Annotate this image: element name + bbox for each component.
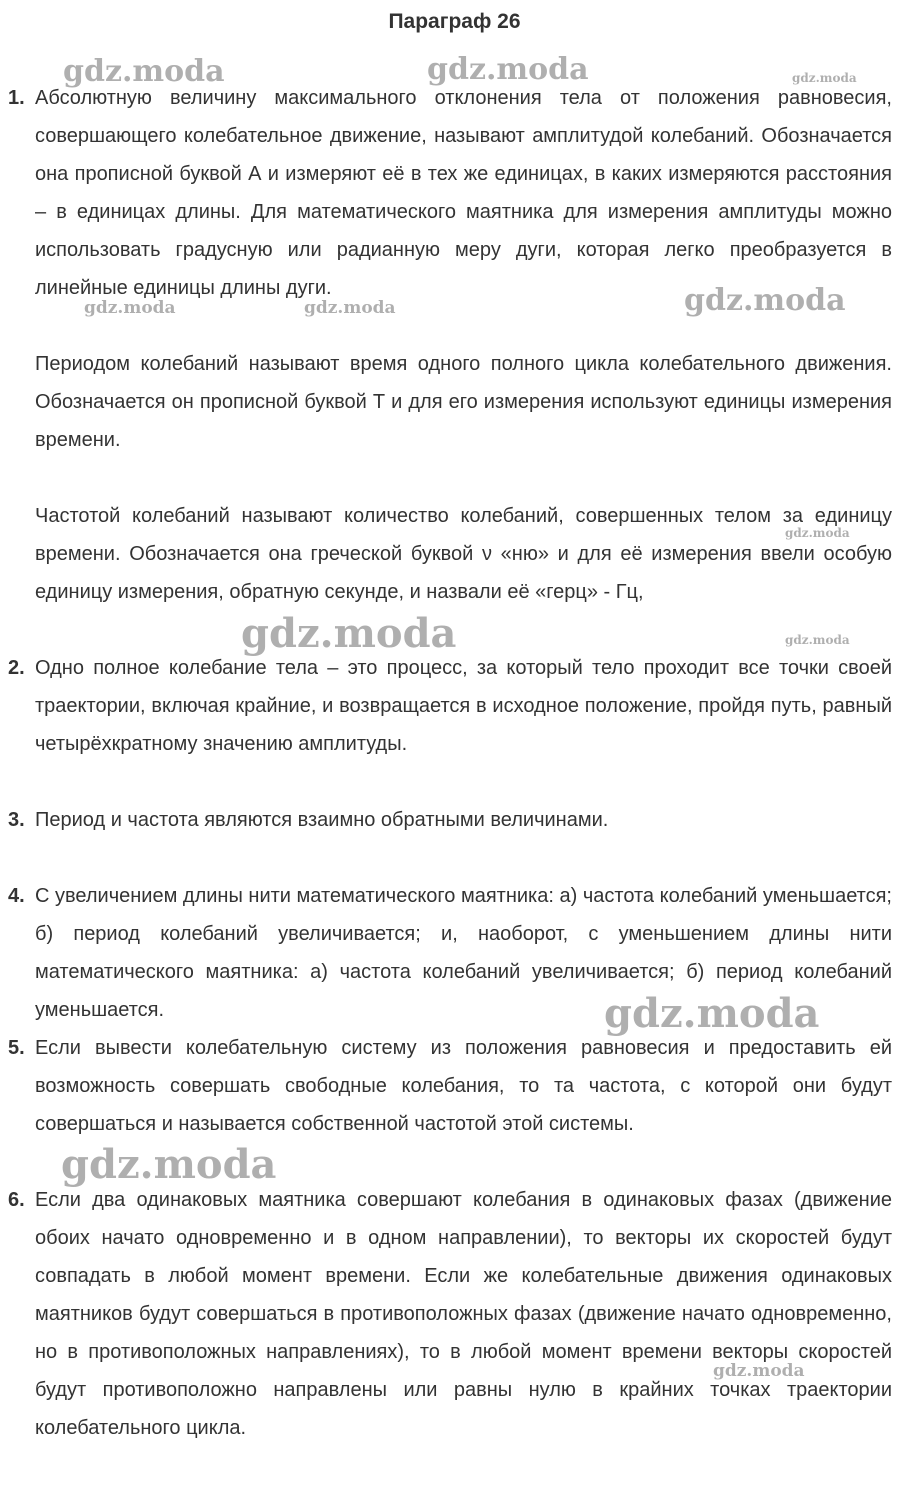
item-paragraph: Если два одинаковых маятника совершают колебания в одинаковых фазах (движение обоих начато одновременно и в одном направлении), то векторы их скоростей будут совпадать в любой момент времени. Если же колебательные движения одинаковых маятников будут совершаться в противоположных фазах (движение начато одновременно, но в противоположных направлениях), то в любой момент времени векторы скоростей будут противоположно направлены или равны нулю в крайних точках траектории колебательного цикла. <box>35 1189 892 1439</box>
item-paragraph: С увеличением длины нити математического маятника: а) частота колебаний уменьшается; б) период колебаний увеличивается; и, наоборот, с уменьшением длины нити математического маятника: а) частота колебаний увеличивается; б) период колебаний уменьшается. <box>35 885 892 1021</box>
item-number: 2. <box>8 657 25 679</box>
item-number: 5. <box>8 1037 25 1059</box>
item-paragraph: Периодом колебаний называют время одного полного цикла колебательного движения. Обозначается он прописной буквой Т и для его измерения используют единицы измерения времени. <box>35 353 892 451</box>
watermark: gdz.moda <box>604 990 820 1037</box>
watermark: gdz.moda <box>684 283 846 318</box>
watermark: gdz.moda <box>785 526 850 540</box>
watermark: gdz.moda <box>713 1361 805 1381</box>
item-number: 3. <box>8 809 25 831</box>
item-number: 1. <box>8 87 25 109</box>
watermark: gdz.moda <box>427 52 589 87</box>
watermark: gdz.moda <box>63 54 225 89</box>
item-paragraph: Абсолютную величину максимального отклонения тела от положения равновесия, совершающего колебательное движение, называют амплитудой колебаний. Обозначается она прописной буквой А и измеряют её в тех же единицах, в каких измеряются расстояния – в единицах длины. Для математического маятника для измерения амплитуды можно использовать градусную или радианную меру дуги, которая легко преобразуется в линейные единицы длины дуги. <box>35 87 892 299</box>
page-title: Параграф 26 <box>388 10 521 33</box>
watermark: gdz.moda <box>792 71 857 85</box>
item-number: 6. <box>8 1189 25 1211</box>
item-paragraph: Одно полное колебание тела – это процесс, за который тело проходит все точки своей траектории, включая крайние, и возвращается в исходное положение, пройдя путь, равный четырёхкратному значению амплитуды. <box>35 657 892 755</box>
item-paragraph: Период и частота являются взаимно обратными величинами. <box>35 809 609 831</box>
watermark: gdz.moda <box>785 633 850 647</box>
item-paragraph: Частотой колебаний называют количество колебаний, совершенных телом за единицу времени. Обозначается она греческой буквой ν «ню» и для её измерения ввели особую единицу измерения, обратную секунде, и назвали её «герц» - Гц, <box>35 505 892 603</box>
watermark: gdz.moda <box>241 610 457 657</box>
item-paragraph: Если вывести колебательную систему из положения равновесия и предоставить ей возможность совершать свободные колебания, то та частота, с которой они будут совершаться и называется собственной частотой этой системы. <box>35 1037 892 1135</box>
watermark: gdz.moda <box>61 1141 277 1188</box>
watermark: gdz.moda <box>84 298 176 318</box>
watermark: gdz.moda <box>304 298 396 318</box>
item-number: 4. <box>8 885 25 907</box>
